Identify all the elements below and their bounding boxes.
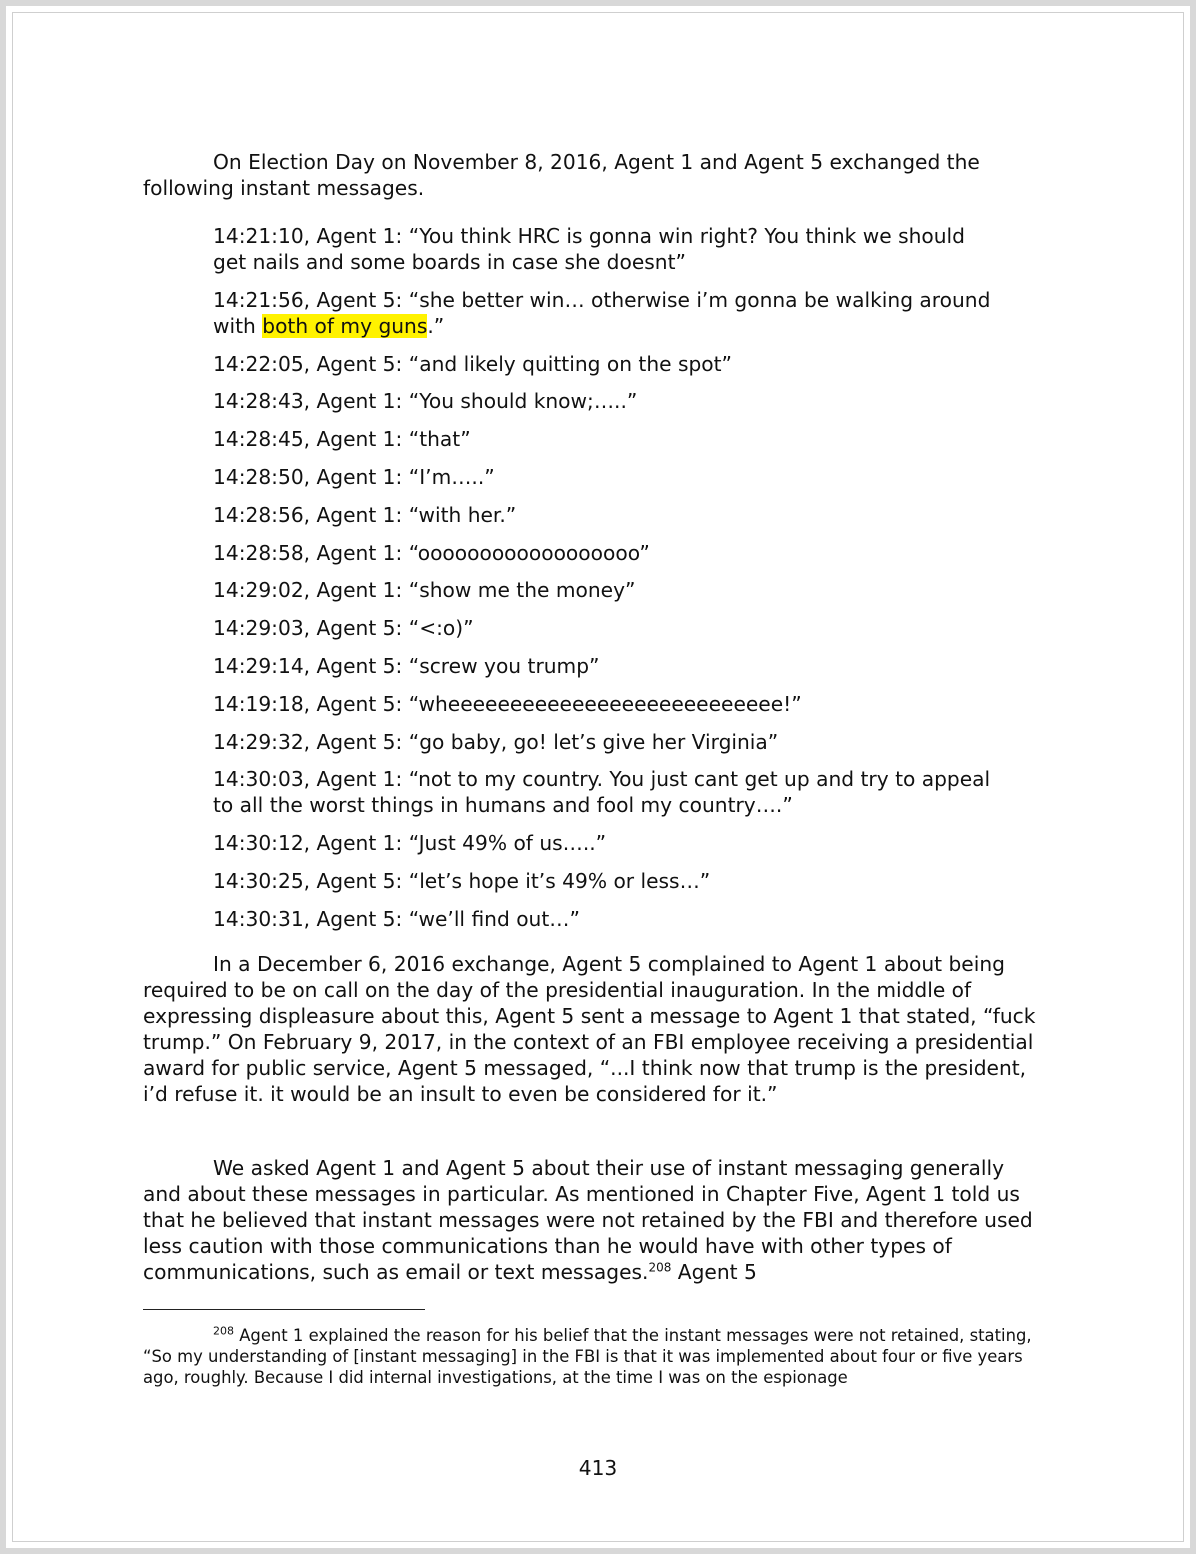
- message-item: 14:19:18, Agent 5: “wheeeeeeeeeeeeeeeeeeeeeeeeeee!”: [213, 691, 802, 716]
- intro-text: On Election Day on November 8, 2016, Agent 1 and Agent 5 exchanged the following instant messages.: [143, 150, 980, 200]
- message-item: 14:30:31, Agent 5: “we’ll find out…”: [213, 906, 580, 931]
- message-item: 14:29:03, Agent 5: “<:o)”: [213, 616, 474, 641]
- asked-tail: Agent 5: [671, 1260, 757, 1284]
- instant-message-list: [213, 223, 993, 944]
- message-item: 14:28:50, Agent 1: “I’m…..”: [213, 464, 495, 489]
- message-item: 14:21:10, Agent 1: “You think HRC is gonna win right? You think we should get nails and some boards in case she doesnt”: [213, 224, 965, 274]
- message-item-highlighted: [213, 287, 993, 339]
- message-item: 14:22:05, Agent 5: “and likely quitting on the spot”: [213, 351, 733, 376]
- asked-paragraph: [143, 1155, 1043, 1285]
- asked-text: We asked Agent 1 and Agent 5 about their use of instant messaging generally and about these messages in particular. As mentioned in Chapter Five, Agent 1 told us that he believed that instant messages were not retained by the FBI and therefore used less caution with those communications than he would have with other types of communications, such as email or text messages.: [143, 1156, 1033, 1284]
- footnote: [143, 1325, 1058, 1388]
- message-item: 14:28:58, Agent 1: “oooooooooooooooooo”: [213, 540, 650, 565]
- footnote-text: Agent 1 explained the reason for his belief that the instant messages were not retained, stating, “So my understanding of [instant messaging] in the FBI is that it was implemented about four or five years ago, roughly. Because I did internal investigations, at the time I was on the espionage: [143, 1326, 1032, 1387]
- footnote-reference: 208: [648, 1260, 672, 1275]
- message-item: 14:30:03, Agent 1: “not to my country. You just cant get up and try to appeal to all the worst things in humans and fool my country….”: [213, 767, 991, 818]
- december-text: In a December 6, 2016 exchange, Agent 5 complained to Agent 1 about being required to be on call on the day of the presidential inauguration. In the middle of expressing displeasure about this, Agent 5 sent a message to Agent 1 that stated, “fuck trump.” On February 9, 2017, in the context of an FBI employee receiving a presidential award for public service, Agent 5 messaged, “...I think now that trump is the president, i’d refuse it. it would be an insult to even be considered for it.”: [143, 952, 1036, 1106]
- december-paragraph: [143, 951, 1043, 1107]
- message-item: 14:29:02, Agent 1: “show me the money”: [213, 578, 636, 603]
- intro-paragraph: [143, 149, 1043, 201]
- message-item: 14:28:45, Agent 1: “that”: [213, 427, 471, 452]
- footnote-number: 208: [213, 1324, 234, 1338]
- message-item: 14:29:14, Agent 5: “screw you trump”: [213, 653, 600, 678]
- message-item: 14:28:43, Agent 1: “You should know;…..”: [213, 389, 638, 414]
- message-item: 14:30:25, Agent 5: “let’s hope it’s 49% or less…”: [213, 868, 711, 893]
- footnote-separator: [143, 1309, 425, 1310]
- page-number: 413: [578, 1456, 618, 1480]
- message-item: 14:29:32, Agent 5: “go baby, go! let’s give her Virginia”: [213, 729, 779, 754]
- message-item: 14:28:56, Agent 1: “with her.”: [213, 502, 517, 527]
- message-text-after: .”: [427, 313, 445, 338]
- message-text-before: 14:21:56, Agent 5: “she better win… otherwise i’m gonna be walking around with: [213, 287, 991, 338]
- highlighted-phrase: both of my guns: [262, 313, 428, 338]
- message-item: 14:30:12, Agent 1: “Just 49% of us…..”: [213, 831, 607, 856]
